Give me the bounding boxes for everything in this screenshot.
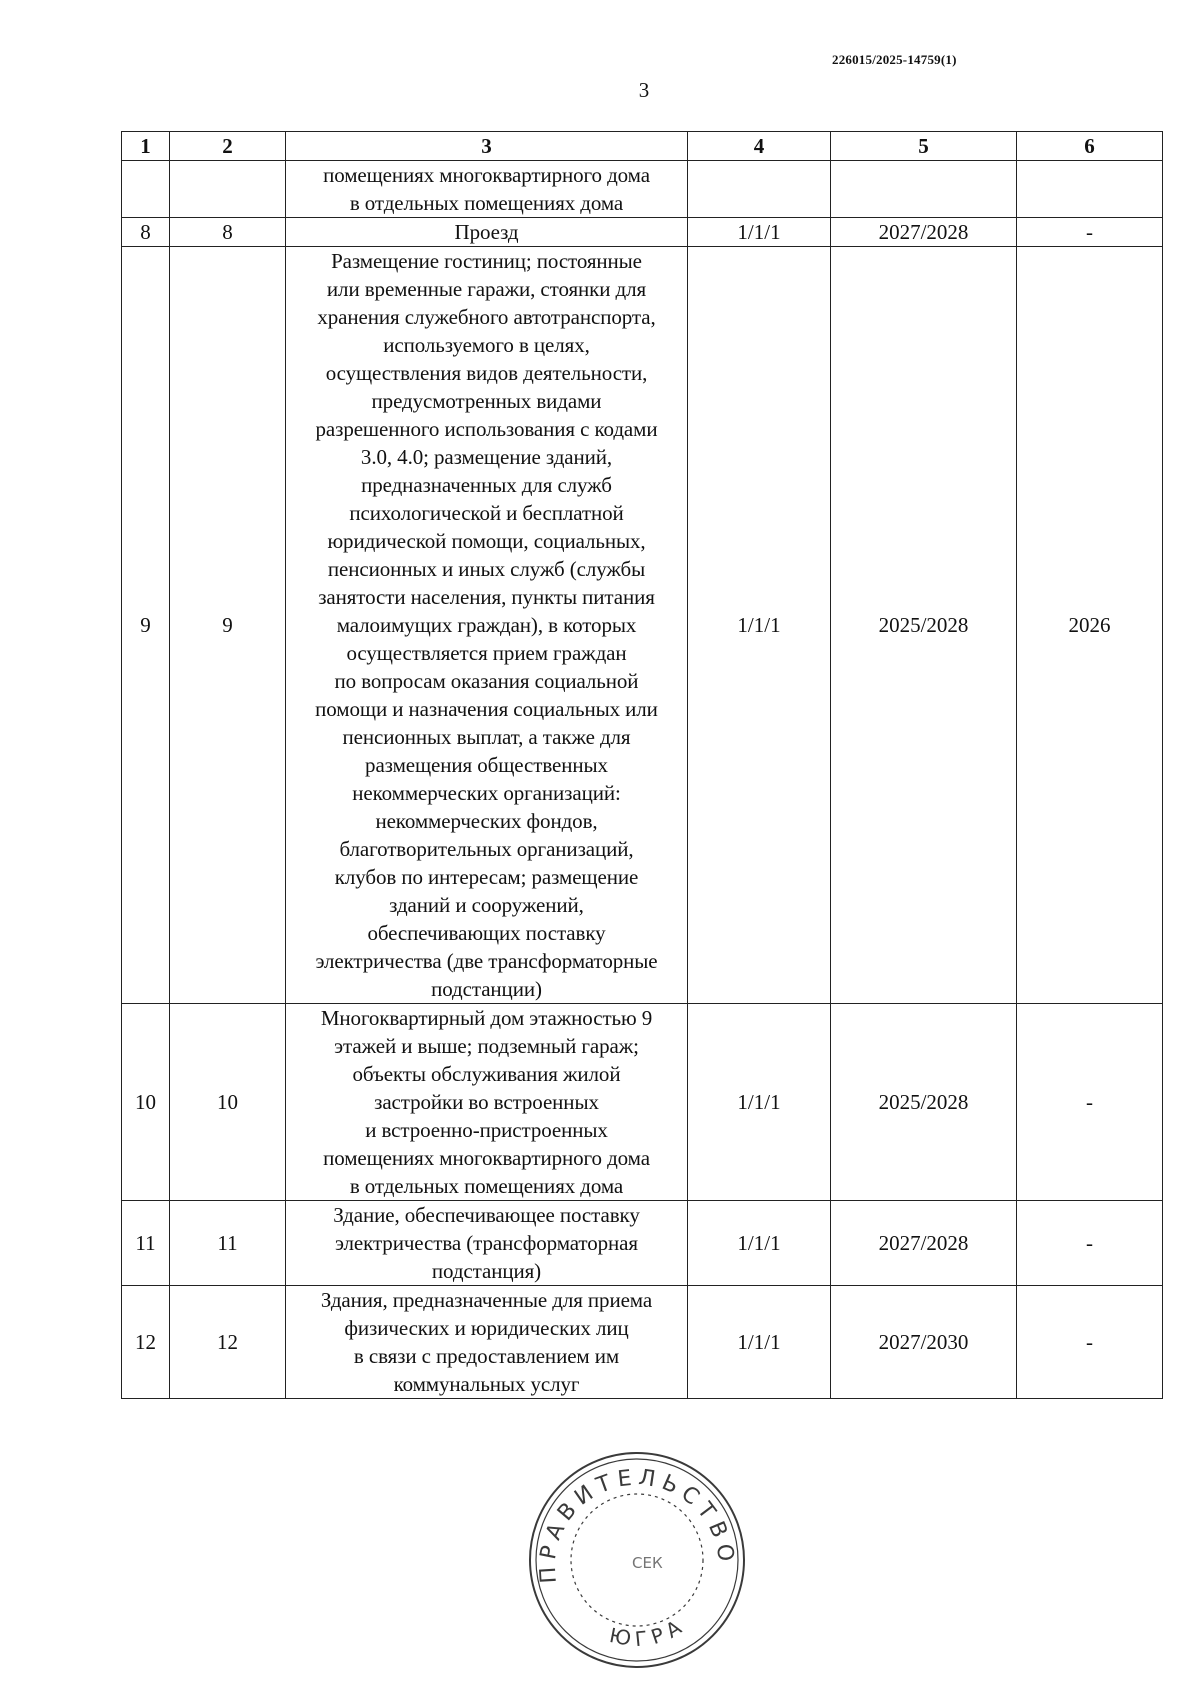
svg-text:ЮГРА xyxy=(607,1612,690,1652)
table-cell: 2027/2028 xyxy=(831,1201,1017,1286)
table-cell: Проезд xyxy=(286,218,688,247)
table-cell: 12 xyxy=(122,1286,170,1399)
table-cell: 9 xyxy=(122,247,170,1004)
table-cell: Многоквартирный дом этажностью 9 этажей и выше; подземный гараж; объекты обслуживания жилой застройки во встроенных и встроенно-пристроенных помещениях многоквартирного дома в отдельных помещениях дома xyxy=(286,1004,688,1201)
column-header: 5 xyxy=(831,132,1017,161)
table-row xyxy=(122,247,1163,1004)
table-cell xyxy=(1017,161,1163,218)
table-cell: - xyxy=(1017,1004,1163,1201)
table-cell xyxy=(831,161,1017,218)
table-cell: 1/1/1 xyxy=(688,218,831,247)
table-cell: 8 xyxy=(170,218,286,247)
table-cell xyxy=(688,161,831,218)
table-cell: Размещение гостиниц; постоянные или временные гаражи, стоянки для хранения служебного автотранспорта, используемого в целях, осуществления видов деятельности, предусмотренных видами разрешенного использования с кодами 3.0, 4.0; размещение зданий, предназначенных для служб психологической и бесплатной юридической помощи, социальных, пенсионных и иных служб (службы занятости населения, пункты питания малоимущих граждан), в которых осуществляется прием граждан по вопросам оказания социальной помощи и назначения социальных или пенсионных выплат, а также для размещения общественных некоммерческих организаций: некоммерческих фондов, благотворительных организаций, клубов по интересам; размещение зданий и сооружений, обеспечивающих поставку электричества (две трансформаторные подстанции) xyxy=(286,247,688,1004)
table-cell: - xyxy=(1017,218,1163,247)
page-number: 3 xyxy=(638,78,650,102)
table-cell: 1/1/1 xyxy=(688,1201,831,1286)
column-header: 6 xyxy=(1017,132,1163,161)
seal-outer-text: ПРАВИТЕЛЬСТВО xyxy=(535,1465,739,1585)
table-cell: 1/1/1 xyxy=(688,1286,831,1399)
table-cell: 9 xyxy=(170,247,286,1004)
table-header-row xyxy=(122,132,1163,161)
table-row xyxy=(122,1201,1163,1286)
table-cell: 2025/2028 xyxy=(831,1004,1017,1201)
data-table xyxy=(121,131,1163,1399)
table-cell: помещениях многоквартирного дома в отдельных помещениях дома xyxy=(286,161,688,218)
column-header: 2 xyxy=(170,132,286,161)
seal-bottom-text: ЮГРА xyxy=(607,1612,691,1652)
table-cell: - xyxy=(1017,1201,1163,1286)
table-row xyxy=(122,161,1163,218)
table-row xyxy=(122,1004,1163,1201)
table-cell: 2027/2030 xyxy=(831,1286,1017,1399)
table-cell: 10 xyxy=(122,1004,170,1201)
column-header: 4 xyxy=(688,132,831,161)
table-cell: 2025/2028 xyxy=(831,247,1017,1004)
table-cell: 2026 xyxy=(1017,247,1163,1004)
table-cell: 11 xyxy=(170,1201,286,1286)
column-header: 1 xyxy=(122,132,170,161)
table-cell: 1/1/1 xyxy=(688,1004,831,1201)
table-cell: - xyxy=(1017,1286,1163,1399)
official-seal-stamp xyxy=(522,1445,752,1675)
table-row xyxy=(122,218,1163,247)
seal-center-text: СЕК xyxy=(632,1554,663,1572)
table-cell: 10 xyxy=(170,1004,286,1201)
table-cell xyxy=(170,161,286,218)
table-cell: Здания, предназначенные для приема физических и юридических лиц в связи с предоставлением им коммунальных услуг xyxy=(286,1286,688,1399)
table-cell: 2027/2028 xyxy=(831,218,1017,247)
table-cell xyxy=(122,161,170,218)
table-cell: 8 xyxy=(122,218,170,247)
table-row xyxy=(122,1286,1163,1399)
table-cell: 12 xyxy=(170,1286,286,1399)
table-cell: Здание, обеспечивающее поставку электричества (трансформаторная подстанция) xyxy=(286,1201,688,1286)
document-id: 226015/2025-14759(1) xyxy=(832,52,957,67)
table-cell: 11 xyxy=(122,1201,170,1286)
column-header: 3 xyxy=(286,132,688,161)
table-cell: 1/1/1 xyxy=(688,247,831,1004)
